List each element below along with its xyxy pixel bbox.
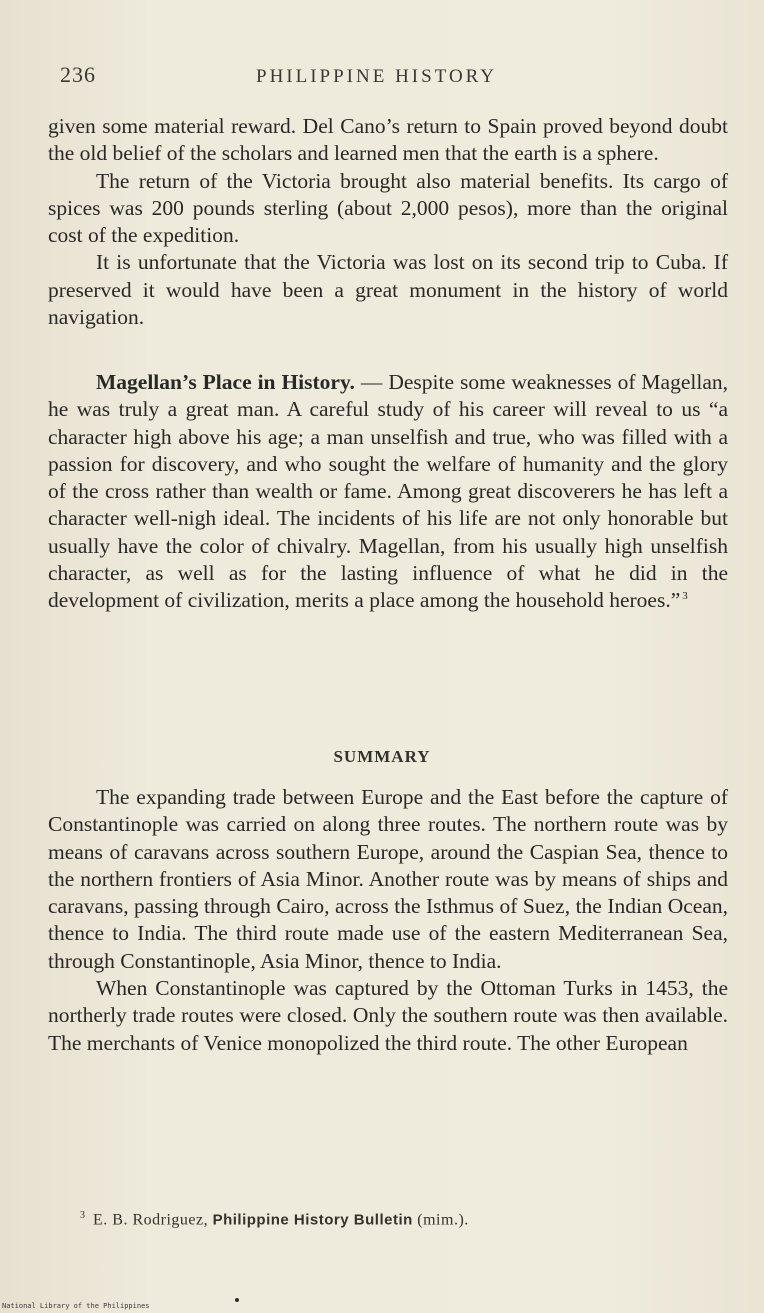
summary-section bbox=[48, 784, 728, 1057]
footnote-title: Philippine History Bulletin bbox=[212, 1211, 413, 1229]
library-stamp: National Library of the Philippines bbox=[2, 1302, 150, 1310]
footnote-reference: 3 bbox=[682, 590, 688, 603]
footnote bbox=[80, 1210, 469, 1229]
paragraph: given some material reward. Del Cano’s return to Spain proved beyond doubt the old belief of the scholars and learned men that the earth is a sphere. bbox=[48, 114, 728, 166]
magellan-section bbox=[48, 369, 728, 615]
page-header bbox=[56, 62, 736, 94]
paragraph: The expanding trade between Europe and the East before the capture of Constantinople was carried on along three routes. The northern route was by means of caravans across southern Europe, around the Caspian Sea, thence to the northern frontiers of Asia Minor. Another route was by means of ships and caravans, passing through Cairo, across the Isthmus of Suez, the Indian Ocean, thence to India. The third route made use of the eastern Mediterranean Sea, through Constantinople, Asia Minor, thence to India. bbox=[48, 785, 728, 973]
section-heading: Magellan’s Place in History. bbox=[96, 370, 355, 394]
page-number: 236 bbox=[60, 62, 96, 87]
footnote-author: E. B. Rodriguez, bbox=[93, 1211, 209, 1229]
paragraph: It is unfortunate that the Victoria was lost on its second trip to Cuba. If preserved it would have been a great monument in the history of world navigation. bbox=[48, 250, 728, 330]
summary-heading: SUMMARY bbox=[333, 747, 431, 766]
paragraph bbox=[48, 369, 728, 615]
footnote-note: (mim.). bbox=[417, 1211, 469, 1229]
opening-paragraphs bbox=[48, 113, 728, 331]
paragraph: When Constantinople was captured by the Ottoman Turks in 1453, the northerly trade routes were closed. Only the southern route was then available. The merchants of Venice monopolized the third route. The other European bbox=[48, 976, 728, 1055]
paragraph: The return of the Victoria brought also material benefits. Its cargo of spices was 200 pounds sterling (about 2,000 pesos), more than the original cost of the expedition. bbox=[48, 168, 728, 248]
print-mark bbox=[235, 1298, 239, 1302]
footnote-marker: 3 bbox=[80, 1210, 86, 1221]
running-title: PHILIPPINE HISTORY bbox=[256, 66, 498, 87]
section-body: Despite some weaknesses of Magellan, he was truly a great man. A careful study of his career will reveal to us “a character high above his age; a man unselfish and true, who was filled with a passion for discovery, and who sought the welfare of humanity and the glory of the cross rather than wealth or fame. Among great discoverers he has left a character well-nigh ideal. The incidents of his life are not only honorable but usually have the color of chivalry. Magellan, from his usually high unselfish character, as well as for the lasting influence of what he did in the development of civilization, merits a place among the household heroes.” bbox=[48, 370, 729, 613]
heading-dash: — bbox=[354, 370, 389, 394]
